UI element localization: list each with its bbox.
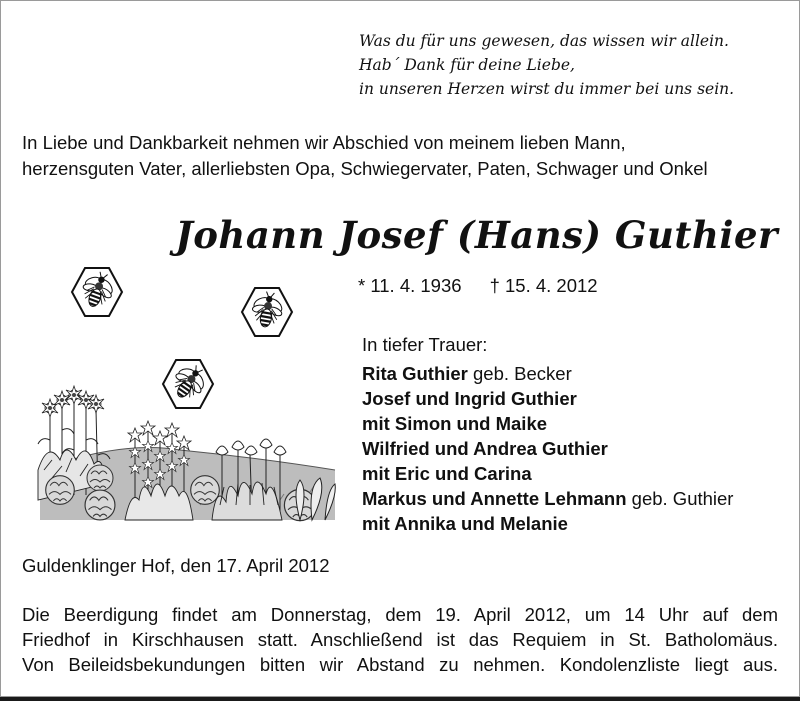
mourner-name: Rita Guthier bbox=[362, 363, 468, 384]
mourners-list bbox=[362, 332, 792, 536]
bee-hexagon-icon bbox=[163, 358, 213, 408]
mourner-name: mit Annika und Melanie bbox=[362, 513, 568, 534]
poem-line: Hab´ Dank für deine Liebe, bbox=[359, 56, 575, 74]
mourner-name: Wilfried und Andrea Guthier bbox=[362, 438, 608, 459]
intro-line: In Liebe und Dankbarkeit nehmen wir Abschied von meinem lieben Mann, bbox=[22, 132, 626, 153]
mourner-name: Markus und Annette Lehmann bbox=[362, 488, 627, 509]
place-and-date: Guldenklinger Hof, den 17. April 2012 bbox=[22, 555, 330, 576]
funeral-notice bbox=[22, 602, 778, 677]
poem-line: Was du für uns gewesen, das wissen wir allein. bbox=[359, 32, 729, 50]
funeral-line: Von Beileidsbekundungen bitten wir Abstand zu nehmen. Kondolenzliste liegt aus. bbox=[22, 654, 778, 675]
bee-hexagon-icon bbox=[242, 288, 292, 336]
death-date: † 15. 4. 2012 bbox=[489, 275, 598, 296]
life-dates bbox=[358, 274, 598, 298]
funeral-line: Friedhof in Kirschhausen statt. Anschließend ist das Requiem in St. Batholomäus. bbox=[22, 629, 778, 650]
mourner-row bbox=[362, 436, 792, 461]
bee-garden-illustration bbox=[0, 0, 345, 540]
mourner-note: geb. Guthier bbox=[626, 488, 734, 509]
birth-date: * 11. 4. 1936 bbox=[358, 275, 462, 296]
intro-line: herzensguten Vater, allerliebsten Opa, Schwiegervater, Paten, Schwager und Onkel bbox=[22, 158, 708, 179]
mourners-heading: In tiefer Trauer: bbox=[362, 334, 488, 355]
bee-hexagon-icon bbox=[72, 268, 122, 316]
mourner-note: geb. Becker bbox=[467, 363, 572, 384]
mourner-row bbox=[362, 461, 792, 486]
mourner-row bbox=[362, 386, 792, 411]
poem bbox=[359, 29, 779, 101]
mourner-name: mit Eric und Carina bbox=[362, 463, 532, 484]
mourner-row bbox=[362, 361, 792, 386]
mourner-row bbox=[362, 486, 792, 511]
mourner-row bbox=[362, 511, 792, 536]
funeral-line: Die Beerdigung findet am Donnerstag, dem 19. April 2012, um 14 Uhr auf dem bbox=[22, 604, 778, 625]
mourner-row bbox=[362, 411, 792, 436]
deceased-name: Johann Josef (Hans) Guthier bbox=[175, 213, 778, 257]
mourner-name: Josef und Ingrid Guthier bbox=[362, 388, 577, 409]
poem-line: in unseren Herzen wirst du immer bei uns sein. bbox=[359, 80, 735, 98]
bottom-rule bbox=[0, 697, 800, 701]
mourner-name: mit Simon und Maike bbox=[362, 413, 548, 434]
